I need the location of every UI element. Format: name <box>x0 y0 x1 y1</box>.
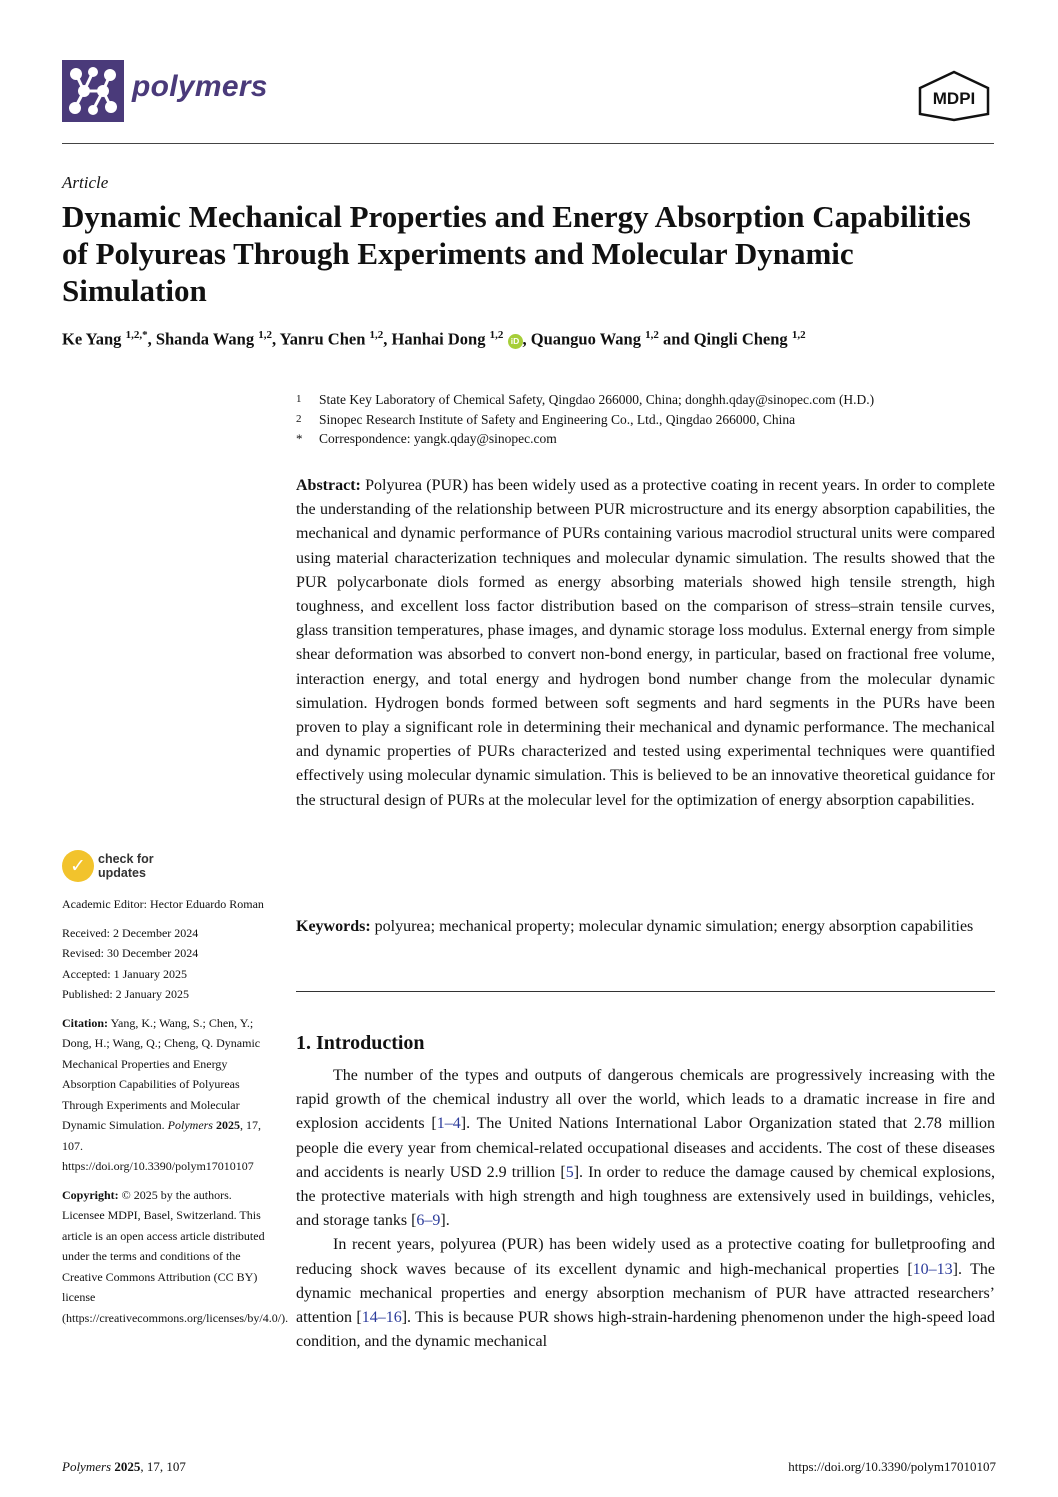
introduction-body <box>296 1064 995 1354</box>
text-run: ]. This is because PUR shows high-strain-hardening phenomenon under the high-speed load condition, and the dynamic mechanical <box>296 1309 996 1351</box>
reference-link[interactable]: 6–9 <box>416 1212 441 1230</box>
citation <box>62 1013 274 1177</box>
author-name[interactable]: Shanda Wang <box>155 329 255 349</box>
copyright-text: © 2025 by the authors. Licensee MDPI, Basel, Switzerland. This article is an open access article distributed under the terms and conditions of the Creative Commons Attribution (CC BY) license (https://creativecommons.org/licenses/by/4.0/). <box>62 1187 289 1325</box>
affiliation-text: State Key Laboratory of Chemical Safety, Qingdao 266000, China; donghh.qday@sinopec.com (H.D.) <box>319 392 875 407</box>
correspondence-text: Correspondence: yangk.qday@sinopec.com <box>319 431 557 446</box>
check-for-updates-label <box>98 852 154 880</box>
journal-name: polymers <box>132 70 268 103</box>
publisher-logo-text: MDPI <box>932 89 976 108</box>
author-separator: , <box>522 329 531 349</box>
author-list <box>62 329 997 350</box>
citation-doi[interactable]: , 17, 107. https://doi.org/10.3390/polym17010107 <box>62 1118 261 1173</box>
header-divider <box>62 143 994 144</box>
check-updates-line: updates <box>98 866 146 880</box>
section-heading: 1. Introduction <box>296 1032 425 1054</box>
author-affiliation: 1,2 <box>369 329 384 341</box>
revised-date: Revised: 30 December 2024 <box>62 946 199 960</box>
check-icon: ✓ <box>70 855 86 877</box>
affiliation-row <box>296 429 996 449</box>
academic-editor: Academic Editor: Hector Eduardo Roman <box>62 897 264 911</box>
author-separator: , <box>272 329 280 349</box>
text-run: ]. The dynamic mechanical properties and energy absorption mechanism of PUR have attracted researchers’ attention [ <box>296 1260 995 1327</box>
citation-text: Yang, K.; Wang, S.; Chen, Y.; Dong, H.; Wang, Q.; Cheng, Q. Dynamic Mechanical Properties and Energy Absorption Capabilities of Polyureas Through Experiments and Molecular Dynamic Simulation. <box>62 1015 261 1132</box>
copyright-label: Copyright: <box>62 1187 119 1202</box>
orcid-icon[interactable]: iD <box>508 334 523 349</box>
text-run: ]. <box>440 1212 450 1230</box>
text-run: In recent years, polyurea (PUR) has been widely used as a protective coating for bulletproofing and reducing shock waves because of its excellent dynamic and high-mechanical properties [ <box>296 1236 995 1278</box>
affiliation-row <box>296 390 996 410</box>
article-title: Dynamic Mechanical Properties and Energy Absorption Capabilities of Polyureas Through Experiments and Molecular Dynamic Simulation <box>62 199 971 308</box>
abstract <box>296 474 995 813</box>
keywords-text: polyurea; mechanical property; molecular dynamic simulation; energy absorption capabilities <box>374 918 974 935</box>
copyright <box>62 1185 289 1329</box>
text-run: ]. In order to reduce the damage caused by chemical explosions, the protective materials with high strength and high toughness are extensively used in buildings, vehicles, and storage tanks [ <box>296 1163 995 1230</box>
reference-link[interactable]: 10–13 <box>912 1260 953 1278</box>
corresponding-mark: * <box>142 329 148 341</box>
affiliation-mark: * <box>296 431 303 446</box>
text-run: ]. The United Nations International Labor Organization stated that 2.78 million people die every year from chemical-related occupational diseases and accidents. The cost of these diseases and accidents is nearly USD 2.9 trillion [ <box>296 1115 995 1181</box>
affiliation-mark: 1 <box>296 393 302 405</box>
citation-year: 2025 <box>215 1118 240 1132</box>
paragraph <box>296 1233 995 1354</box>
author-separator: and <box>658 329 694 349</box>
accepted-date: Accepted: 1 January 2025 <box>62 966 187 981</box>
author-name[interactable]: Ke Yang <box>62 329 122 349</box>
abstract-text: Polyurea (PUR) has been widely used as a protective coating in recent years. In order to complete the understanding of the relationship between PUR microstructure and its energy absorption capabilities, the mechanical and dynamic performance of PURs containing various macrodiol structural units were compared using material characterization techniques and molecular dynamic simulation. The results showed that the PUR polycarbonate diols formed as energy absorbing materials showed high tensile strength, high toughness, and excellent loss factor distribution based on the comparison of stress–strain tensile curves, glass transition temperatures, phase images, and dynamic storage loss modulus. External energy from simple shear deformation was absorbed to convert non-bond energy, in particular, based on fractional free volume, interaction energy, and total energy and hydrogen bond number change from the molecular dynamic simulation. Hydrogen bonds formed between soft segments and hard segments in the PURs have been proven to play a significant role in determining their mechanical and dynamic performance. The mechanical and dynamic properties of PURs characterized and tested using experimental techniques were quantified effectively using molecular dynamic simulation. This is believed to be an innovative theoretical guidance for the structural design of PURs at the molecular level for the optimization of energy absorption capabilities. <box>296 477 996 809</box>
author-separator: , <box>147 329 156 349</box>
article-type: Article <box>62 173 109 192</box>
author-name[interactable]: Yanru Chen <box>279 329 366 349</box>
paragraph <box>296 1064 995 1233</box>
polymers-molecule-icon <box>62 60 124 122</box>
reference-link[interactable]: 14–16 <box>361 1309 402 1327</box>
keywords <box>296 915 995 939</box>
author-affiliation: 1,2 <box>645 329 659 341</box>
abstract-divider <box>296 991 995 992</box>
affiliations <box>296 390 996 449</box>
abstract-label: Abstract: <box>296 477 361 494</box>
author-affiliation: 1,2 <box>489 329 504 341</box>
author-separator: , <box>383 329 392 349</box>
affiliation-row <box>296 410 996 430</box>
reference-link[interactable]: 1–4 <box>436 1115 461 1133</box>
received-date: Received: 2 December 2024 <box>62 925 199 940</box>
mdpi-logo <box>916 70 992 122</box>
author-name[interactable]: Qingli Cheng <box>693 329 788 349</box>
footer-volume: , 17, 107 <box>140 1459 186 1474</box>
author-affiliation: 1,2 <box>258 329 272 341</box>
author-affiliation: 1,2 <box>791 329 806 341</box>
author-name[interactable]: Hanhai Dong <box>391 329 486 349</box>
citation-journal: Polymers <box>167 1118 213 1132</box>
article-sidebar <box>62 894 289 1336</box>
reference-link[interactable]: 5 <box>565 1163 574 1181</box>
check-updates-line: check for <box>98 852 154 866</box>
footer-journal: Polymers <box>62 1459 112 1474</box>
footer-year: 2025 <box>114 1459 141 1474</box>
footer-doi-link[interactable]: https://doi.org/10.3390/polym17010107 <box>788 1459 996 1474</box>
affiliation-text: Sinopec Research Institute of Safety and Engineering Co., Ltd., Qingdao 266000, China <box>319 411 796 427</box>
affiliation-mark: 2 <box>296 412 302 425</box>
published-date: Published: 2 January 2025 <box>62 987 189 1001</box>
citation-label: Citation: <box>62 1015 108 1030</box>
author-affiliation: 1,2, <box>125 329 143 341</box>
author-name[interactable]: Quanguo Wang <box>530 329 641 349</box>
footer-citation <box>62 1459 186 1475</box>
check-for-updates-button[interactable] <box>62 850 172 890</box>
keywords-label: Keywords: <box>296 918 371 935</box>
text-run: The number of the types and outputs of dangerous chemicals are progressively increasing with the rapid growth of the chemical industry all over the world, which leads to a dramatic increase in fire and explosion accidents [ <box>296 1067 995 1133</box>
